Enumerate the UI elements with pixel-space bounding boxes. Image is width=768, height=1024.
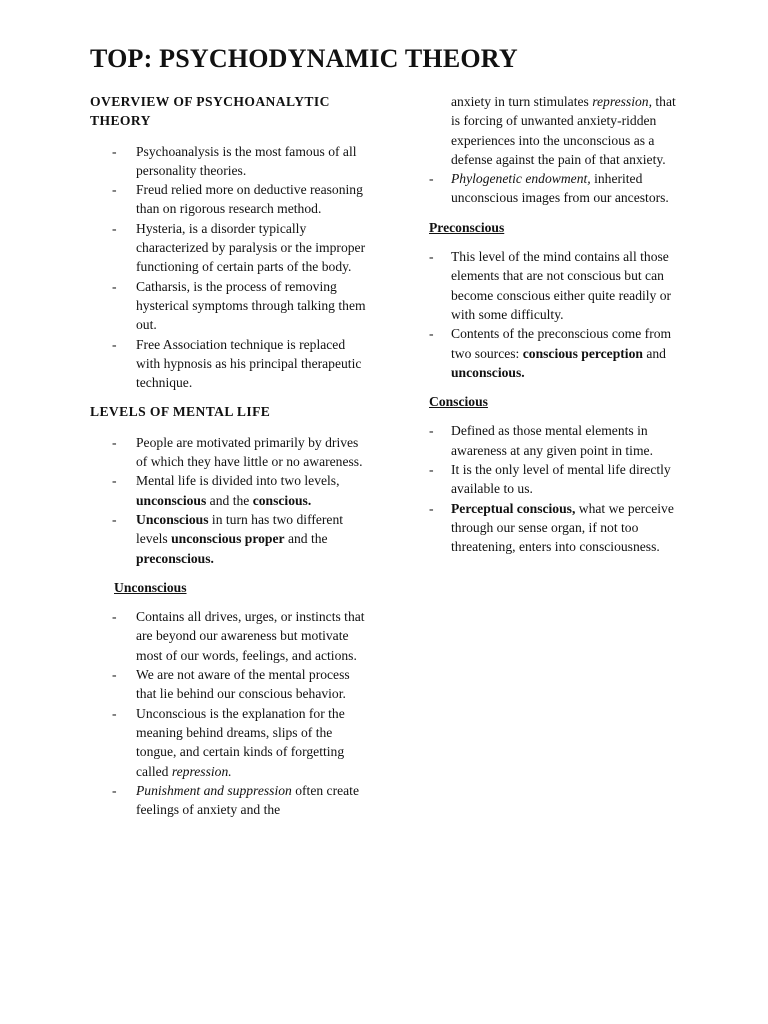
unconscious-heading: Unconscious xyxy=(114,579,187,595)
bold-term: conscious perception xyxy=(522,345,643,361)
italic-term: repression. xyxy=(171,763,232,779)
text-segment: inherited unconscious images from our ancestors. xyxy=(451,171,669,206)
list-item: - Psychoanalysis is the most famous of all personality theories. xyxy=(90,142,370,181)
left-column xyxy=(90,92,370,819)
conscious-heading: Conscious xyxy=(429,394,488,410)
bold-term: Perceptual conscious, xyxy=(451,500,576,516)
list-item: - People are motivated primarily by drives of which they have little or no awareness. xyxy=(90,433,370,472)
list-item xyxy=(427,499,687,557)
text-segment: Contents of the preconscious come from two sources: xyxy=(451,326,672,361)
text-segment: what we perceive through our sense organ, if not too threatening, enters into consciousness. xyxy=(451,500,674,555)
overview-heading: OVERVIEW OF PSYCHOANALYTIC THEORY xyxy=(90,94,330,129)
text-segment: anxiety in turn stimulates xyxy=(451,94,593,109)
bold-term: conscious. xyxy=(252,492,312,508)
preconscious-list xyxy=(427,247,687,382)
list-item xyxy=(427,324,687,382)
bold-term: unconscious. xyxy=(451,364,525,380)
preconscious-heading: Preconscious xyxy=(429,219,505,235)
levels-list xyxy=(90,433,370,568)
page-title: TOP: PSYCHODYNAMIC THEORY xyxy=(90,44,518,73)
list-item-continued xyxy=(427,92,687,169)
text-segment: that is forcing of unwanted anxiety-ridden experiences into the unconscious as a defense against the pain of that anxiety. xyxy=(451,94,676,167)
text-segment: in turn has two different levels xyxy=(136,511,344,547)
list-item: - We are not aware of the mental process that lie behind our conscious behavior. xyxy=(90,665,370,704)
text-segment: and the xyxy=(206,492,253,508)
overview-list xyxy=(90,142,370,393)
text-segment: often create feelings of anxiety and the xyxy=(136,782,359,818)
list-item: - It is the only level of mental life directly available to us. xyxy=(427,460,687,499)
unconscious-list xyxy=(90,607,370,819)
list-item: - Hysteria, is a disorder typically characterized by paralysis or the improper functioning of certain parts of the body. xyxy=(90,219,370,277)
phylogenetic-list xyxy=(427,169,687,208)
list-item: - Free Association technique is replaced with hypnosis as his principal therapeutic technique. xyxy=(90,335,370,393)
bold-term: preconscious. xyxy=(136,550,214,566)
list-item: - Contains all drives, urges, or instincts that are beyond our awareness but motivate most of our words, feelings, and actions. xyxy=(90,607,370,665)
levels-heading: LEVELS OF MENTAL LIFE xyxy=(90,404,271,420)
list-item: - Freud relied more on deductive reasoning than on rigorous research method. xyxy=(90,180,370,219)
bold-term: unconscious xyxy=(136,492,207,508)
list-item: - Catharsis, is the process of removing hysterical symptoms through talking them out. xyxy=(90,277,370,335)
text-segment: Unconscious is the explanation for the meaning behind dreams, slips of the tongue, and certain kinds of forgetting called xyxy=(136,705,345,779)
bold-term: unconscious proper xyxy=(171,531,285,547)
list-item: - Defined as those mental elements in awareness at any given point in time. xyxy=(427,421,687,460)
italic-term: repression, xyxy=(592,94,652,109)
text-segment: and xyxy=(642,345,666,361)
conscious-list xyxy=(427,421,687,556)
list-item xyxy=(90,704,370,781)
italic-term: Punishment and suppression xyxy=(136,782,292,798)
right-column xyxy=(427,92,687,557)
list-item: - This level of the mind contains all those elements that are not conscious but can become conscious either quite readily or with some difficulty. xyxy=(427,247,687,324)
list-item xyxy=(90,471,370,510)
continued-list xyxy=(427,92,687,169)
text-segment: Mental life is divided into two levels, xyxy=(136,473,340,489)
bold-term: Unconscious xyxy=(136,511,209,527)
list-item xyxy=(90,781,370,820)
text-segment: and the xyxy=(284,531,328,547)
list-item xyxy=(90,510,370,568)
italic-term: Phylogenetic endowment, xyxy=(451,171,591,187)
list-item xyxy=(427,169,687,208)
